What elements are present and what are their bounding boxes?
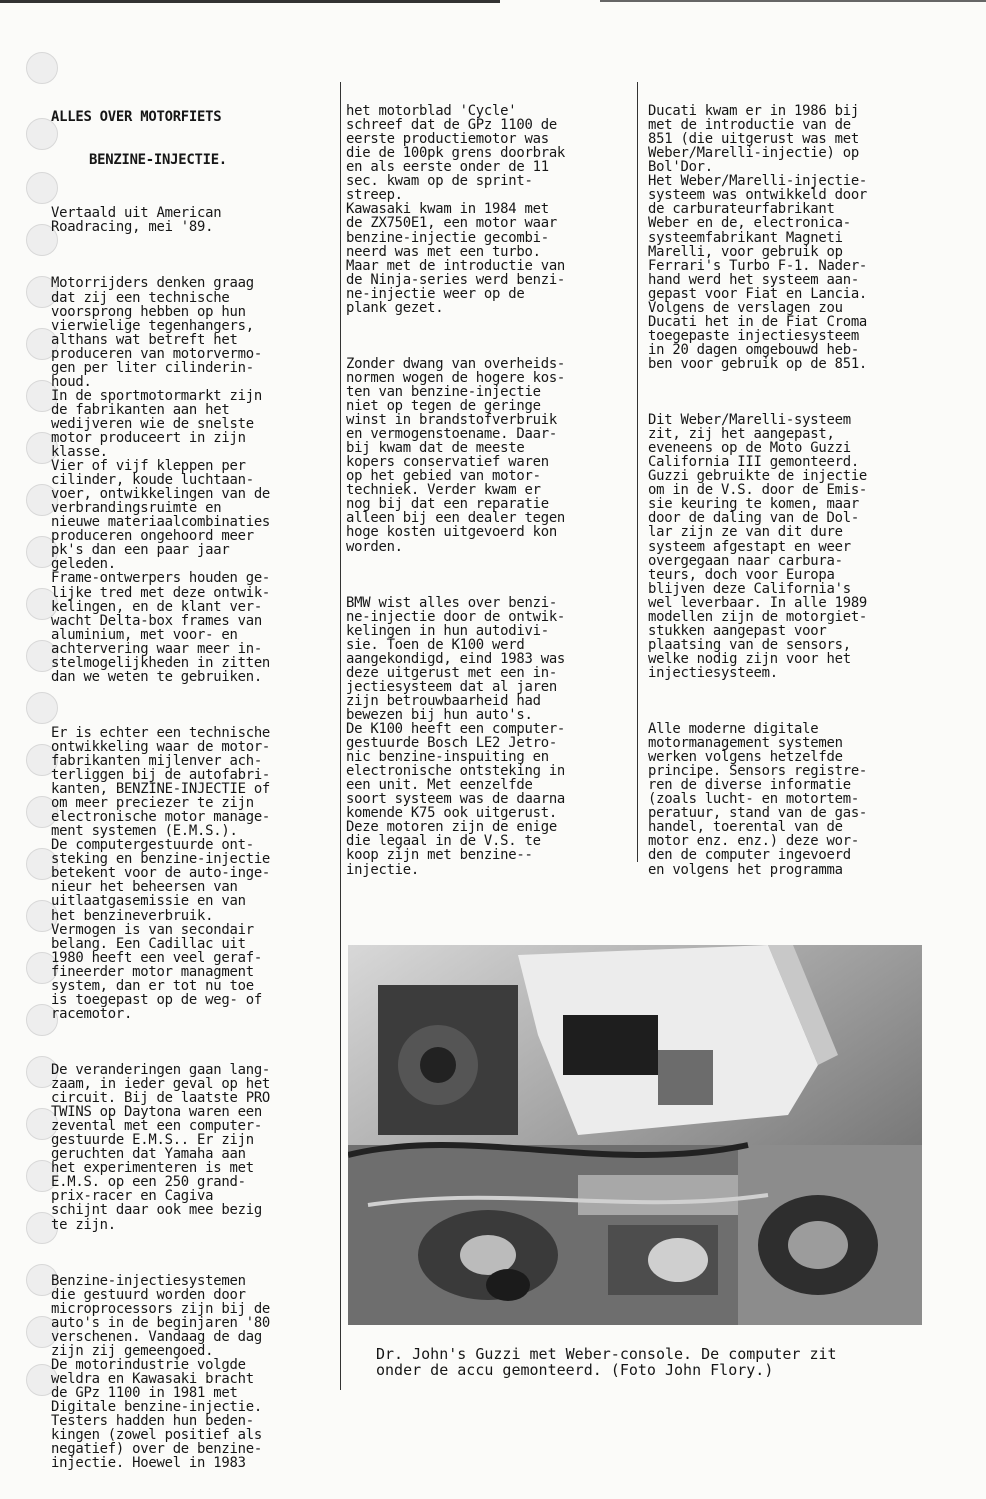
- body-paragraph: Motorrijders denken graag dat zij een technische voorsprong hebben op hun vierwielige tegenhangers, althans wat betreft het produceren van motorvermo- gen per liter cilinderin- houd. In de sportmotormarkt zijn de fabrikanten aan het wedijveren wie de snelste motor produceert in zijn klasse. Vier of vijf kleppen per cilinder, koude luchtaan- voer, ontwikkelingen van de verbrandingsruimte en nieuwe materiaalcombinaties produceren ongehoord meer pk's dan een paar jaar geleden. Frame-ontwerpers houden ge- lijke tred met deze ontwik- kelingen, en de klant ver- wacht Delta-box frames van aluminium, met voor- en achtervering waar meer in- stelmogelijkheden in zitten dan we weten te gebruiken.: [51, 275, 271, 685]
- byline-paragraph: Vertaald uit American Roadracing, mei '89.: [51, 205, 222, 236]
- body-paragraph: Zonder dwang van overheids- normen wogen de hogere kos- ten van benzine-injectie niet op tegen de geringe winst in brandstofverbruik en vermogenstoename. Daar- bij kwam dat de meeste kopers conservatief waren op het gebied van motor- techniek. Verder kwam er nog bij dat een reparatie alleen bij een dealer tegen hoge kosten uitgevoerd kon worden.: [346, 355, 566, 555]
- body-paragraph: BMW wist alles over benzi- ne-injectie door de ontwik- kelingen in hun autodivi- sie. Toen de K100 werd aangekondigd, eind 1983 was deze uitgerust met een in- jectiesysteem dat al jaren zijn betrouwbaarheid had bewezen bij hun auto's. De K100 heeft een computer- gestuurde Bosch LE2 Jetro- nic benzine-inspuiting en electronische ontsteking in een unit. Met eenzelfde soort systeem was de daarna komende K75 ook uitgerust. Deze motoren zijn de enige die legaal in de V.S. te koop zijn met benzine-- injectie.: [346, 594, 566, 878]
- body-paragraph: Benzine-injectiesystemen die gestuurd worden door microprocessors zijn bij de auto's in de beginjaren '80 verschenen. Vandaag de dag zijn zij gemeengoed. De motorindustrie volgde weldra en Kawasaki bracht de GPz 1100 in 1981 met Digitale benzine-injectie. Testers hadden hun beden- kingen (zowel positief als negatief) over de benzine- injectie. Hoewel in 1983: [51, 1272, 271, 1472]
- column-3: [648, 76, 930, 905]
- top-border-right: [600, 0, 986, 2]
- body-paragraph: het motorblad 'Cycle' schreef dat de GPz 1100 de eerste productiemotor was die de 100pk grens doorbrak en als eerste onder de 11 sec. kwam op de sprint- streep. Kawasaki kwam in 1984 met de ZX750E1, een motor waar benzine-injectie gecombi- neerd was met een turbo. Maar met de introductie van de Ninja-series werd benzi- ne-injectie weer op de plank gezet.: [346, 103, 566, 316]
- column-rule: [340, 82, 341, 1390]
- body-paragraph: Alle moderne digitale motormanagement systemen werken volgens hetzelfde principe. Sensors registre- ren de diverse informatie (zoals lucht- en motortem- peratuur, stand van de gas- handel, toerental van de motor enz. enz.) deze wor- den de computer ingevoerd en volgens het programma: [648, 721, 868, 878]
- column-2: [346, 76, 628, 905]
- body-paragraph: Er is echter een technische ontwikkeling waar de motor- fabrikanten mijlenver ach- terliggen bij de autofabri- kanten, BENZINE-INJECTIE of om meer preciezer te zijn electronische motor manage- ment systemen (E.M.S.). De computergestuurde ont- steking en benzine-injectie betekent voor de auto-inge- nieur het beheersen van uitlaatgasemissie en van het benzineverbruik. Vermogen is van secondair belang. Een Cadillac uit 1980 heeft een veel geraf- fineerder motor managment system, dan er tot nu toe is toegepast op de weg- of racemotor.: [51, 724, 271, 1022]
- body-paragraph: Ducati kwam er in 1986 bij met de introductie van de 851 (die uitgerust was met Weber/Marelli-injectie) op Bol'Dor. Het Weber/Marelli-injectie- systeem was ontwikkeld door de carburateurfabrikant Weber en de, electronica- systeemfabrikant Magneti Marelli, voor gebruik op Ferrari's Turbo F-1. Nader- hand werd het systeem aan- gepast voor Fiat en Lancia. Volgens de verslagen zou Ducati het in de Fiat Croma toegepaste injectiesysteem in 20 dagen omgebouwd heb- ben voor gebruik op de 851.: [648, 103, 868, 372]
- photo-caption: Dr. John's Guzzi met Weber-console. De computer zit onder de accu gemonteerd. (Foto John Flory.): [376, 1345, 837, 1379]
- motorcycle-engine-photo: [348, 945, 922, 1325]
- article-title-line-2: BENZINE-INJECTIE.: [89, 152, 227, 169]
- column-1: [51, 82, 333, 1498]
- body-paragraph: Dit Weber/Marelli-systeem zit, zij het aangepast, eveneens op de Moto Guzzi California III gemonteerd. Guzzi gebruikte de injectie om in de V.S. door de Emis- sie keuring te komen, maar door de daling van de Dol- lar zijn ze van dit dure systeem afgestapt en weer overgegaan naar carbura- teurs, doch voor Europa blijven deze California's wel leverbaar. In alle 1989 modellen zijn de motorgiet- stukken aangepast voor plaatsing van de sensors, welke nodig zijn voor het injectiesysteem.: [648, 412, 868, 681]
- article-title-line-1: ALLES OVER MOTORFIETS: [51, 109, 222, 126]
- column-rule: [637, 82, 638, 862]
- top-border: [0, 0, 500, 3]
- engine-photo-illustration: [348, 945, 922, 1325]
- body-paragraph: De veranderingen gaan lang- zaam, in ieder geval op het circuit. Bij de laatste PRO TWINS op Daytona waren een zevental met een computer- gestuurde E.M.S.. Er zijn geruchten dat Yamaha aan het experimenteren is met E.M.S. op een 250 grand- prix-racer en Cagiva schijnt daar ook mee bezig te zijn.: [51, 1062, 271, 1233]
- binder-hole: [26, 52, 58, 84]
